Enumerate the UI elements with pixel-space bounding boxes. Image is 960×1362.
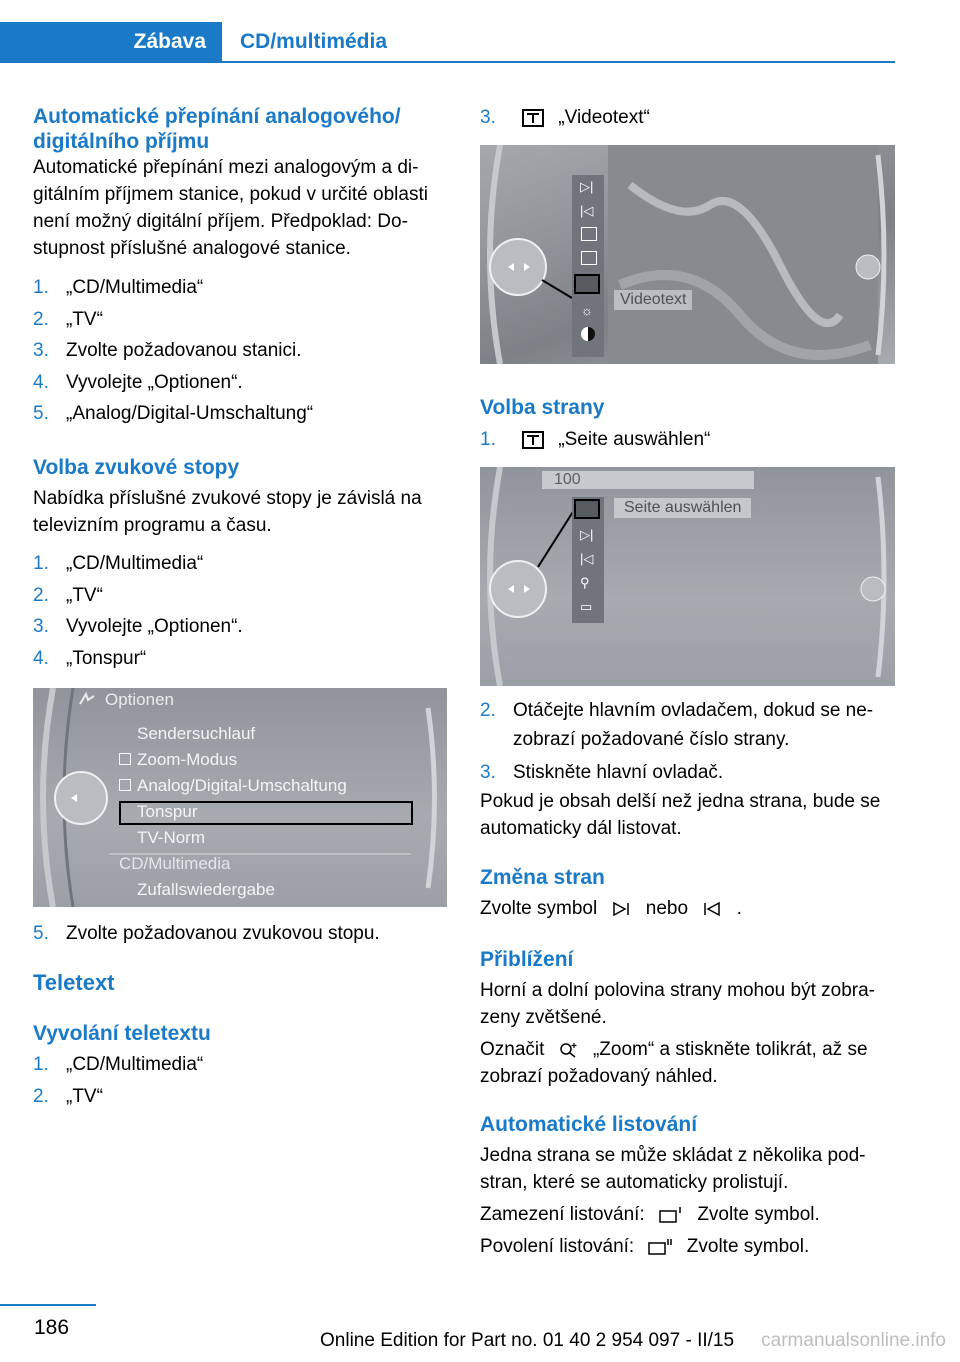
list-item: 1. „CD/Multimedia“ — [33, 1054, 204, 1075]
page-select-step1 — [480, 424, 900, 456]
call-teletext-steps — [33, 1049, 453, 1112]
list-item: 1. „CD/Multimedia“ — [33, 277, 204, 298]
scroll-off-icon — [658, 1205, 684, 1225]
page-number-field[interactable]: 100 — [542, 471, 754, 489]
videotext-button[interactable] — [574, 274, 600, 294]
zoom-icon[interactable]: ⚲ — [580, 575, 590, 590]
subtitle-icon[interactable] — [581, 227, 597, 241]
checkbox-icon[interactable] — [119, 753, 131, 765]
header-section-tab: Zábava — [0, 22, 222, 62]
page-select-screenshot — [480, 467, 895, 686]
list-item: 2. „TV“ — [33, 584, 103, 606]
edition-text: Online Edition for Part no. 01 40 2 954 097 - II/15 — [320, 1330, 735, 1351]
list-item: 3. Stiskněte hlavní ovladač. — [480, 762, 724, 783]
next-page-icon — [610, 900, 632, 918]
prev-page-icon[interactable]: |◁ — [580, 551, 594, 566]
menu-item-tv-norm[interactable]: TV-Norm — [137, 828, 205, 847]
watermark: carmanualsonline.info — [761, 1330, 946, 1351]
zoom-text: Horní a dolní polovina strany mohou být zobra‐ zeny zvětšené. — [480, 980, 875, 1028]
allow-scroll-text: Povolení listování: Zvolte symbol. — [480, 1236, 810, 1257]
menu-item-sendersuchlauf[interactable]: Sendersuchlauf — [137, 724, 256, 743]
controller-graphic — [33, 688, 447, 907]
list-item: 1. „Seite auswählen“ — [480, 429, 711, 450]
seite-label: Seite auswählen — [614, 498, 751, 518]
page-select-text: Pokud je obsah delší než jedna strana, bude se automaticky dál listovat. — [480, 791, 881, 839]
page-select-steps — [480, 696, 900, 787]
contrast-icon[interactable] — [581, 327, 595, 341]
scroll-on-icon — [647, 1237, 673, 1257]
prevent-scroll-text: Zamezení listování: Zvolte symbol. — [480, 1204, 820, 1225]
checkbox-icon[interactable] — [119, 779, 131, 791]
change-pages-heading: Změna stran — [480, 866, 605, 889]
menu-item-analog-digital[interactable]: Analog/Digital-Umschaltung — [137, 776, 347, 795]
menu-item-zoom-modus[interactable]: Zoom-Modus — [137, 750, 238, 769]
menu-title: Optionen — [105, 690, 174, 709]
teletext-icon — [521, 108, 545, 128]
list-item: 3. Vyvolejte „Optionen“. — [33, 616, 243, 637]
brightness-icon[interactable]: ☼ — [581, 303, 593, 318]
page-select-button[interactable] — [574, 499, 600, 519]
aspect-icon[interactable] — [581, 251, 597, 265]
zoom-heading: Přiblížení — [480, 948, 574, 971]
auto-scroll-text: Jedna strana se může skládat z několika pod‐ stran, které se automaticky prolistují. — [480, 1145, 866, 1193]
list-item: 2. „TV“ — [33, 1085, 103, 1107]
next-page-icon[interactable]: ▷| — [580, 179, 594, 194]
audio-text: Nabídka příslušné zvukové stopy je závislá na televizním programu a času. — [33, 488, 422, 536]
header-chapter-tab: CD/multimédia — [240, 30, 388, 53]
teletext-icon — [521, 430, 545, 450]
list-item: 2. „TV“ — [33, 308, 103, 330]
audio-step5 — [33, 918, 453, 950]
footer-rule — [0, 1304, 96, 1306]
icon-toolbar — [572, 175, 604, 357]
teletext-heading: Teletext — [33, 970, 115, 995]
list-item: 3. Zvolte požadovanou stanici. — [33, 340, 302, 361]
audio-heading: Volba zvukové stopy — [33, 456, 240, 479]
list-item: 3. „Videotext“ — [480, 107, 650, 128]
list-item: 4. Vyvolejte „Optionen“. — [33, 371, 243, 393]
change-pages-text: Zvolte symbol nebo . — [480, 898, 742, 919]
videotext-step — [480, 102, 900, 134]
auto-switch-heading: Automatické přepínání analogového/ digitálního příjmu — [33, 105, 401, 153]
zoom-icon — [558, 1041, 580, 1059]
list-item: 5. Zvolte požadovanou zvukovou stopu. — [33, 923, 380, 944]
list-item: 1. „CD/Multimedia“ — [33, 553, 204, 574]
page-number: 186 — [34, 1316, 70, 1339]
icon-toolbar — [572, 497, 604, 623]
menu-section-cd-multimedia: CD/Multimedia — [119, 854, 231, 873]
auto-switch-steps — [33, 272, 453, 430]
videotext-screenshot — [480, 145, 895, 364]
next-page-icon[interactable]: ▷| — [580, 527, 594, 542]
menu-item-zufallswiedergabe[interactable]: Zufallswiedergabe — [137, 880, 275, 899]
page-select-heading: Volba strany — [480, 396, 605, 419]
prev-page-icon — [701, 900, 723, 918]
audio-steps — [33, 548, 453, 674]
call-teletext-heading: Vyvolání teletextu — [33, 1022, 211, 1045]
videotext-label: Videotext — [614, 290, 692, 310]
auto-scroll-heading: Automatické listování — [480, 1113, 698, 1136]
header-rule — [0, 61, 895, 63]
list-item: 4. „Tonspur“ — [33, 647, 147, 669]
scroll-icon[interactable]: ▭ — [580, 599, 593, 614]
map-background — [480, 145, 895, 364]
options-icon — [77, 690, 99, 710]
zoom-instructions: Označit „Zoom“ a stiskněte tolikrát, až se zobrazí požadovaný náhled. — [480, 1039, 868, 1087]
list-item: 5. „Analog/Digital-Umschaltung“ — [33, 403, 314, 424]
menu-item-tonspur[interactable]: Tonspur — [137, 802, 198, 821]
options-menu-screenshot — [33, 688, 447, 907]
list-item: 2. Otáčejte hlavním ovladačem, dokud se ne‐ zobrazí požadované číslo strany. — [480, 700, 874, 750]
auto-switch-text: Automatické přepínání mezi analogovým a di‐ gitálním příjmem stanice, pokud v určité oblasti není možný digitální příjem. Předpoklad: Do‐ stupnost příslušné analogové stanice. — [33, 157, 428, 259]
prev-page-icon[interactable]: |◁ — [580, 203, 594, 218]
